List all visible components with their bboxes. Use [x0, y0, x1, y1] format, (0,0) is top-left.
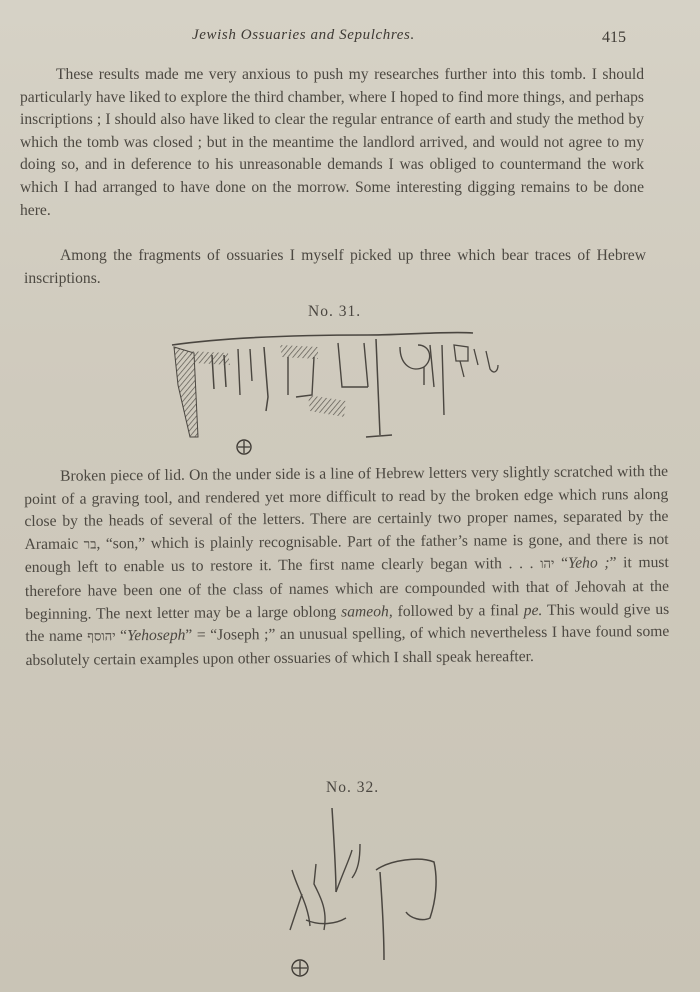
paragraph-3: [24, 461, 670, 672]
paragraph-3-text-4: ” it must therefore have been one of the class of names which are compounded with that of Jehovah at the beginning. The next letter may be a large oblong: [24, 554, 670, 623]
paragraph-1: [20, 64, 644, 222]
figure-31-inscription: [168, 325, 508, 455]
running-title: Jewish Ossuaries and Sepulchres.: [192, 27, 415, 43]
paragraph-1-text: These results made me very anxious to push my researches further into this tomb. I should particularly have liked to explore the third chamber, where I hoped to find more things, and perhaps inscriptions ; I should also have liked to clear the regular entrance of earth and study the method by which the tomb was closed ; but in the meantime the landlord arrived, and would not agree to my doing so, and in deference to his unreasonable demands I was obliged to countermand the work which I had arranged to have done on the morrow. Some interesting digging remains to be done here.: [20, 66, 644, 219]
figure-32-inscription: [280, 800, 460, 980]
paragraph-2: [24, 245, 646, 290]
figure-31-label: No. 31.: [308, 303, 362, 320]
paragraph-2-text: Among the fragments of ossuaries I myself picked up three which bear traces of Hebrew inscriptions.: [24, 247, 646, 287]
paragraph-3-text-2: , “son,” which is plainly recognisable. Part of the father’s name is gone, and there is not enough left to enable us to restore it. The first name clearly began with . . .: [24, 530, 669, 577]
paragraph-3-text-8: ” = “Joseph ;” an unusual spelling, of which nevertheless I have found some absolutely certain examples upon other ossuaries of which I shall speak hereafter.: [25, 623, 670, 669]
paragraph-3-text-3: “: [554, 555, 569, 573]
hebrew-yeho: יהו: [540, 557, 555, 573]
paragraph-3-text-1: Broken piece of lid. On the under side is a line of Hebrew letters very slightly scratched with the point of a graving tool, and rendered yet more difficult to read by the broken edge which runs along close by the heads of several of the letters. There are certainly two proper names, separated by the Aramaic: [24, 462, 669, 553]
term-yeho: Yeho ;: [567, 554, 610, 573]
figure-32-label: No. 32.: [326, 779, 380, 796]
term-pe: pe.: [523, 601, 543, 619]
paragraph-3-text-6: This would give us the name: [25, 600, 670, 646]
hebrew-yehoseph: יהוסף: [87, 629, 116, 645]
paragraph-3-text-7: “: [115, 627, 128, 645]
term-sameoh: sameoh,: [341, 602, 393, 621]
hebrew-bar: בר: [83, 537, 97, 553]
term-yehoseph: Yehoseph: [126, 626, 186, 645]
page-number: 415: [602, 29, 626, 46]
paragraph-3-text-5: followed by a final: [392, 601, 524, 620]
page-header: [0, 27, 700, 51]
